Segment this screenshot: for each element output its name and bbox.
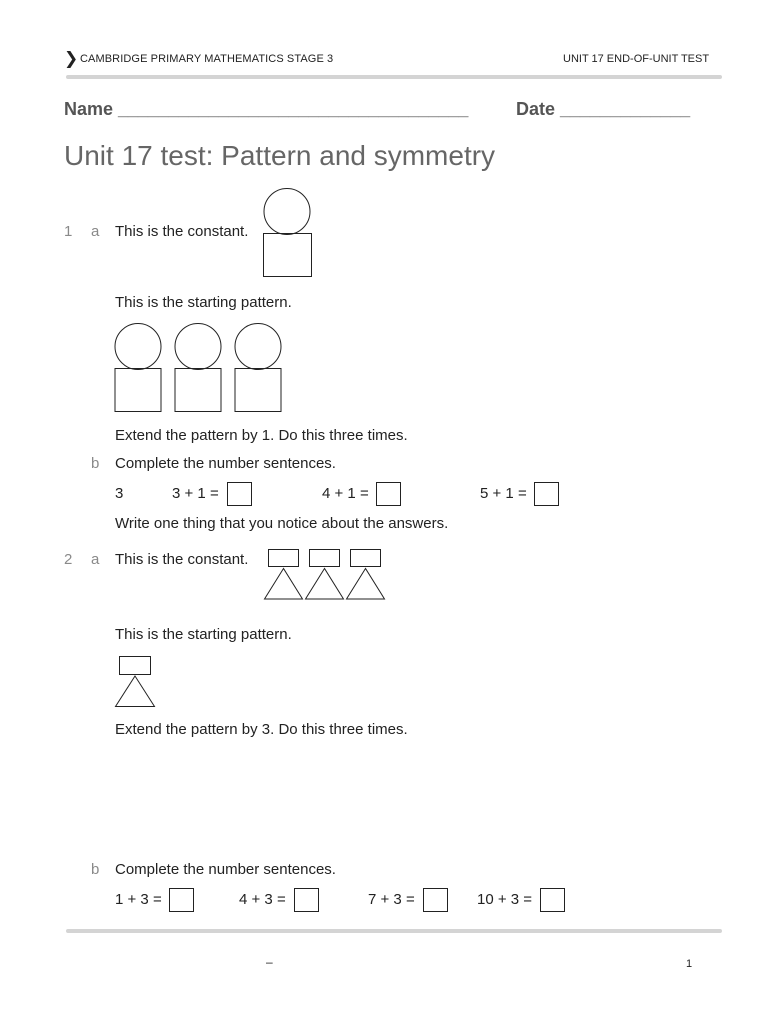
q2b-answer-box-2[interactable] (294, 888, 319, 912)
q1b-notice-text: Write one thing that you notice about the answers. (115, 515, 449, 532)
circle-shape (235, 324, 281, 370)
q1-starting-text: This is the starting pattern. (115, 294, 292, 311)
q2-starting-pattern (113, 655, 157, 708)
q2b-sentence-2: 4 + 3 = (239, 891, 286, 908)
q1b-start-value: 3 (115, 485, 124, 502)
header-divider (66, 75, 722, 79)
q2-number: 2 (64, 551, 73, 568)
square-shape (235, 369, 281, 412)
q2-starting-text: This is the starting pattern. (115, 626, 292, 643)
header-test-name: UNIT 17 END-OF-UNIT TEST (563, 53, 710, 65)
footer-divider (66, 929, 722, 933)
square-shape (115, 369, 161, 412)
triangle-shape (265, 569, 303, 600)
q2-extend-text: Extend the pattern by 3. Do this three times. (115, 721, 408, 738)
rectangle-shape (310, 550, 340, 567)
q2-constant-text: This is the constant. (115, 551, 249, 568)
q1b-answer-box-2[interactable] (376, 482, 401, 506)
q2-part-b-letter: b (91, 861, 100, 878)
circle-shape (115, 324, 161, 370)
rectangle-shape (269, 550, 299, 567)
q1-constant-shape (262, 189, 314, 279)
q1-starting-pattern (113, 323, 285, 415)
q1b-answer-box-1[interactable] (227, 482, 252, 506)
date-field[interactable]: Date _____________ (516, 99, 691, 119)
q1-extend-text: Extend the pattern by 1. Do this three times. (115, 427, 408, 444)
q2b-answer-box-4[interactable] (540, 888, 565, 912)
page-number: 1 (686, 958, 693, 970)
footer-mark: – (266, 955, 273, 969)
q1b-instruction: Complete the number sentences. (115, 455, 336, 472)
q2b-sentence-3: 7 + 3 = (368, 891, 415, 908)
circle-shape (264, 189, 310, 235)
q2b-answer-box-1[interactable] (169, 888, 194, 912)
chevron-right-icon: ❯ (64, 49, 79, 68)
rectangle-shape (120, 657, 151, 675)
q2b-sentence-4: 10 + 3 = (477, 891, 533, 908)
q2-part-a-letter: a (91, 551, 100, 568)
q1-part-b-letter: b (91, 455, 100, 472)
q2b-sentence-1: 1 + 3 = (115, 891, 162, 908)
q1-part-a-letter: a (91, 223, 100, 240)
triangle-shape (347, 569, 385, 600)
q1b-sentence-3: 5 + 1 = (480, 485, 527, 502)
q1-constant-text: This is the constant. (115, 223, 249, 240)
q1b-answer-box-3[interactable] (534, 482, 559, 506)
q2b-instruction: Complete the number sentences. (115, 861, 336, 878)
rectangle-shape (351, 550, 381, 567)
q1-number: 1 (64, 223, 73, 240)
page-title: Unit 17 test: Pattern and symmetry (64, 140, 496, 171)
header-series: CAMBRIDGE PRIMARY MATHEMATICS STAGE 3 (80, 53, 334, 65)
triangle-shape (306, 569, 344, 600)
square-shape (264, 234, 312, 277)
square-shape (175, 369, 221, 412)
q2-constant-shape (263, 549, 387, 601)
q1b-sentence-1: 3 + 1 = (172, 485, 219, 502)
q1b-sentence-2: 4 + 1 = (322, 485, 369, 502)
circle-shape (175, 324, 221, 370)
triangle-shape (116, 676, 155, 707)
q2b-answer-box-3[interactable] (423, 888, 448, 912)
name-field[interactable]: Name ___________________________________ (64, 99, 469, 119)
